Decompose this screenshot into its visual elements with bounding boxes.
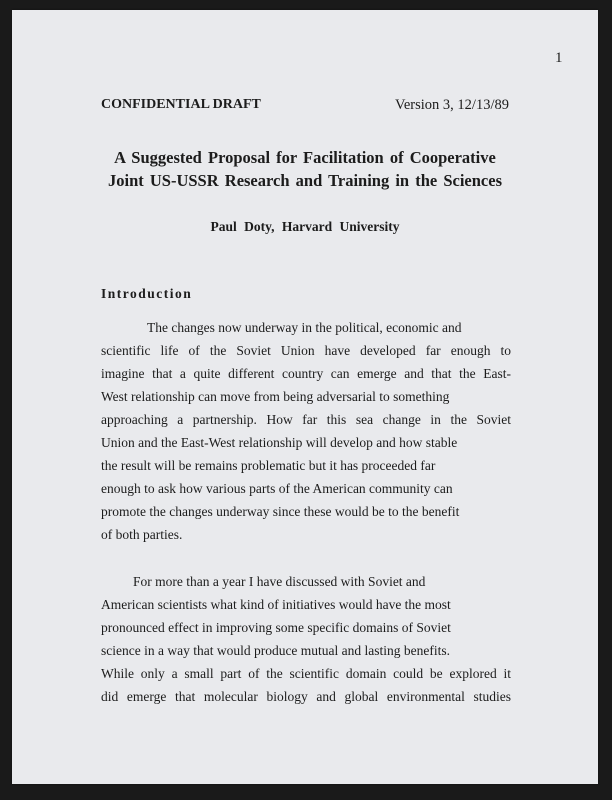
paragraph-2-line: While only a small part of the scientific domain could be explored it: [101, 666, 511, 681]
paragraph-1-line: scientific life of the Soviet Union have developed far enough to: [101, 343, 511, 358]
paragraph-1-line: West relationship can move from being adversarial to something: [101, 389, 450, 404]
paragraph-1-line: of both parties.: [101, 527, 183, 542]
paragraph-1-line: promote the changes underway since these would be to the benefit: [101, 504, 460, 519]
paragraph-1-line: Union and the East-West relationship will develop and how stable: [101, 435, 458, 450]
paragraph-1-line: enough to ask how various parts of the American community can: [101, 481, 453, 496]
paragraph-1-line: imagine that a quite different country can emerge and that the East-: [101, 366, 511, 381]
paragraph-2-line: For more than a year I have discussed with Soviet and: [133, 574, 426, 589]
document-title-line-2: Joint US-USSR Research and Training in the Sciences: [108, 171, 502, 190]
paragraph-1-line: The changes now underway in the political, economic and: [147, 320, 462, 335]
document-page: [12, 10, 598, 784]
version-label: Version 3, 12/13/89: [395, 97, 509, 113]
paragraph-2-line: science in a way that would produce mutual and lasting benefits.: [101, 643, 451, 658]
paragraph-2-line: pronounced effect in improving some specific domains of Soviet: [101, 620, 451, 635]
paragraph-1-line: the result will be remains problematic but it has proceeded far: [101, 458, 436, 473]
paragraph-2-line: American scientists what kind of initiatives would have the most: [101, 597, 451, 612]
author-line: Paul Doty, Harvard University: [210, 219, 400, 234]
section-heading: Introduction: [101, 286, 193, 301]
page-number: 1: [555, 50, 563, 66]
confidential-label: CONFIDENTIAL DRAFT: [101, 97, 261, 112]
document-title-line-1: A Suggested Proposal for Facilitation of Cooperative: [114, 148, 496, 167]
paragraph-1-line: approaching a partnership. How far this sea change in the Soviet: [101, 412, 511, 427]
paragraph-2-line: did emerge that molecular biology and global environmental studies: [101, 689, 511, 704]
